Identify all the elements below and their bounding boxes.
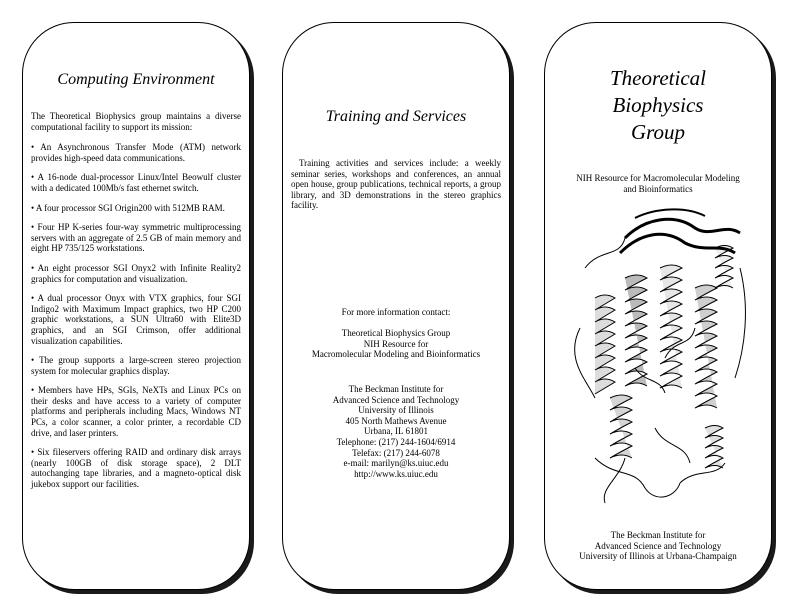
title-line: Biophysics [612, 93, 704, 117]
bullet-beowulf: • A 16-node dual-processor Linux/Intel Beowulf cluster with a dedicated 100Mb/s fast ethernet switch. [31, 172, 241, 193]
address-line: Advanced Science and Technology [332, 394, 460, 405]
intro-paragraph: The Theoretical Biophysics group maintains a diverse computational facility to support its mission: [31, 111, 241, 132]
organization-block [291, 328, 501, 360]
address-line: Urbana, IL 61801 [364, 426, 428, 437]
contact-intro: For more information contact: [341, 307, 451, 317]
training-services-panel [282, 22, 510, 590]
bullet-desktops: • Members have HPs, SGIs, NeXTs and Linux PCs on their desks and have access to a variety of computer platforms and peripherals including Macs, Windows NT PCs, a color scanner, a color printer, a recordable CD drive, and laser printers. [31, 385, 241, 438]
title-panel [544, 22, 772, 590]
subtitle-line: NIH Resource for Macromolecular Modeling [576, 173, 740, 183]
training-services-heading: Training and Services [325, 108, 467, 125]
org-line: Macromolecular Modeling and Bioinformatics [311, 349, 481, 360]
computing-environment-panel [22, 22, 250, 590]
bullet-onyx2: • An eight processor SGI Onyx2 with Infinite Reality2 graphics for computation and visualization. [31, 262, 241, 284]
bullet-atm: • An Asynchronous Transfer Mode (ATM) network provides high-speed data communications. [31, 142, 241, 163]
bullet-stereo: • The group supports a large-screen stereo projection system for molecular graphics display. [31, 355, 241, 376]
bullet-origin200: • A four processor SGI Origin200 with 512MB RAM. [31, 202, 225, 213]
email-line: e-mail: marilyn@ks.uiuc.edu [343, 458, 449, 469]
group-title [553, 65, 763, 146]
footer-line: The Beckman Institute for [610, 530, 706, 540]
org-line: NIH Resource for [363, 338, 429, 349]
footer-line: Advanced Science and Technology [594, 540, 722, 551]
website-line: http://www.ks.uiuc.edu [354, 468, 438, 479]
telefax-line: Telefax: (217) 244-6078 [352, 447, 440, 458]
institution-footer [553, 530, 763, 562]
title-line: Group [630, 120, 686, 144]
training-paragraph: Training activities and services include: a weekly seminar series, workshops and conferences, an annual open house, group publications, technical reports, a group library, and 3D demonstrations in the stereo graphics facility. [291, 158, 501, 211]
address-line: 405 North Mathews Avenue [345, 415, 447, 426]
bullet-fileservers: • Six fileservers offering RAID and ordinary disk arrays (nearly 100GB of disk storage space), 2 DLT autochanging tape libraries, and a magneto-optical disk jukebox support our facilities. [31, 447, 241, 490]
org-line: Theoretical Biophysics Group [341, 328, 451, 338]
address-line: The Beckman Institute for [348, 384, 444, 394]
bullet-visualization: • A dual processor Onyx with VTX graphics, four SGI Indigo2 with Maximum Impact graphics, two HP C200 graphic workstations, a SUN Ultra60 with Elite3D graphics, and an SGI Crimson, offer additional visualization capabilities. [31, 293, 241, 346]
address-block [291, 384, 501, 479]
address-line: University of Illinois [358, 405, 434, 416]
footer-line: University of Illinois at Urbana-Champaign [579, 551, 737, 562]
protein-ribbon-illustration [565, 208, 755, 508]
nih-subtitle [553, 173, 763, 194]
title-line: Theoretical [609, 66, 707, 90]
subtitle-line: and Bioinformatics [623, 183, 693, 194]
bullet-hp-servers: • Four HP K-series four-way symmetric multiprocessing servers with an aggregate of 2.5 GB of main memory and eight HP 735/125 workstations. [31, 222, 241, 254]
computing-environment-heading: Computing Environment [57, 71, 215, 88]
telephone-line: Telephone: (217) 244-1604/6914 [336, 436, 456, 447]
